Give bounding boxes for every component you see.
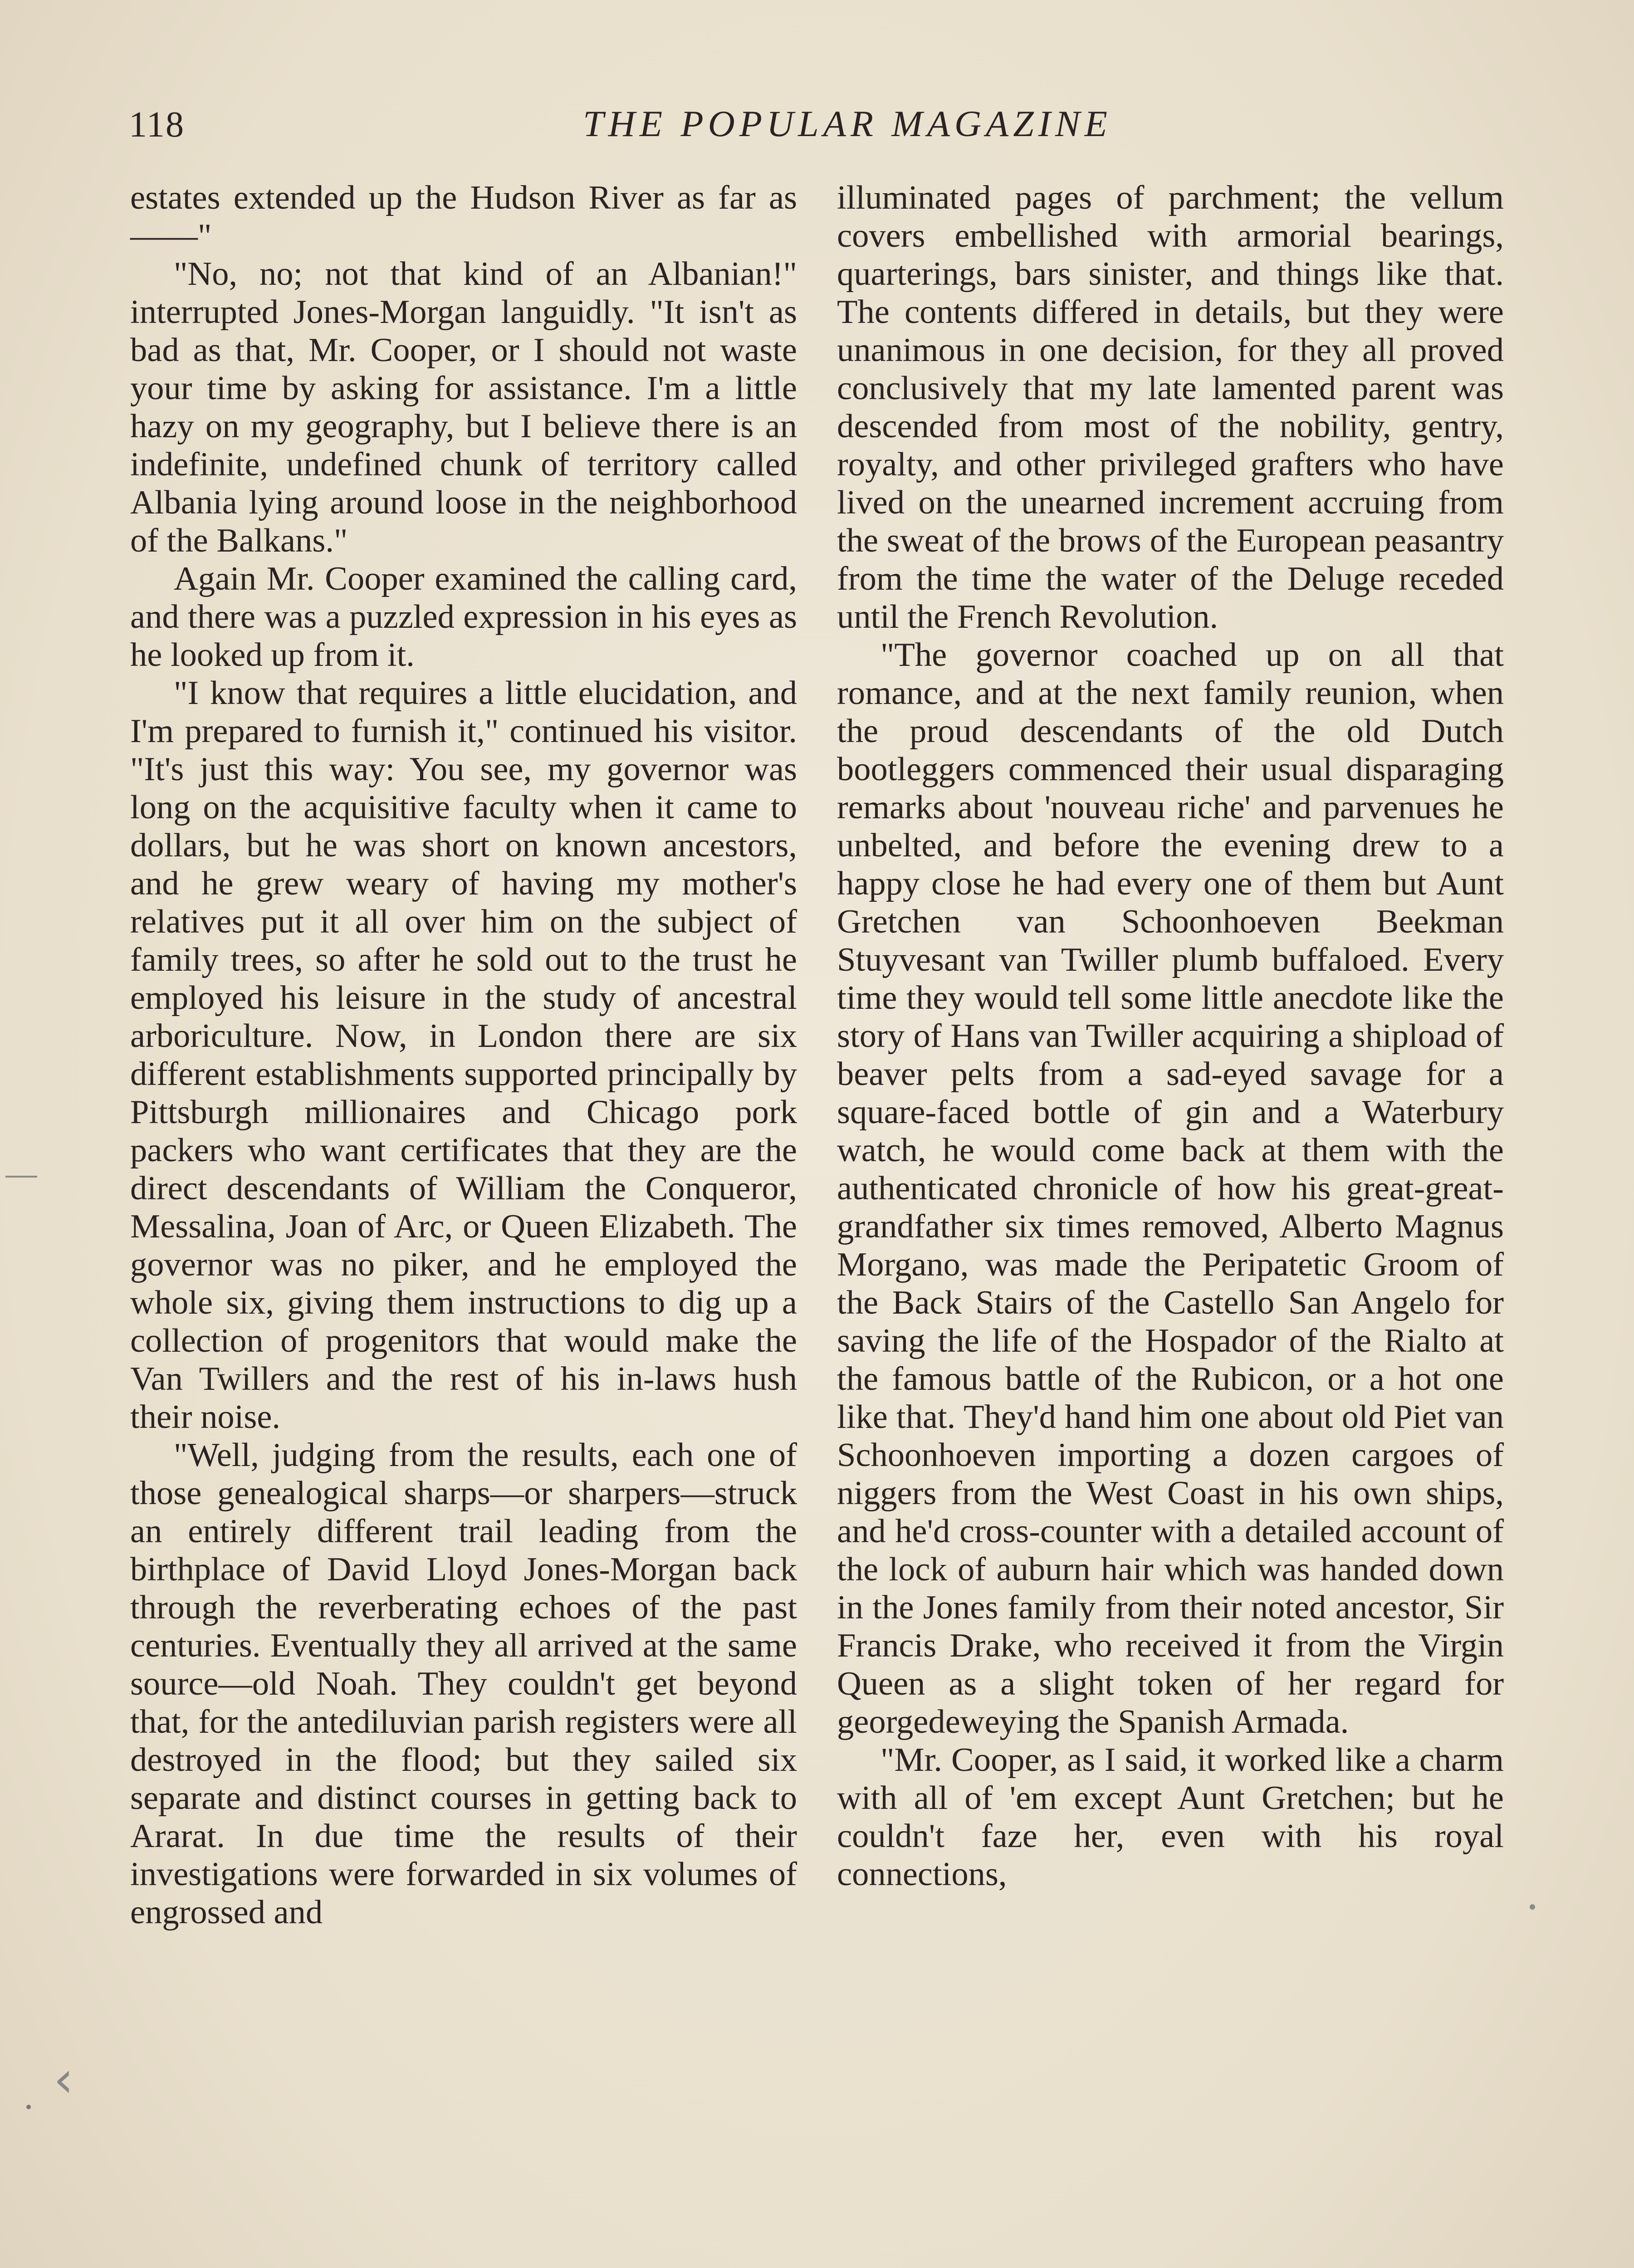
page-header bbox=[122, 99, 1519, 149]
paragraph: estates extended up the Hudson River as far as——" bbox=[130, 179, 797, 254]
page-number: 118 bbox=[129, 105, 185, 145]
paragraph: "Mr. Cooper, as I said, it worked like a charm with all of 'em except Aunt Gretchen; but he couldn't faze her, even with his royal connections, bbox=[837, 1741, 1504, 1893]
margin-dot-mark bbox=[1530, 1904, 1535, 1910]
margin-dash-mark bbox=[5, 1176, 37, 1178]
paragraph: "Well, judging from the results, each one of those genealogical sharps—or sharpers—struck an entirely different trail leading from the birthplace of David Lloyd Jones-Morgan back through the reverberating echoes of the past centuries. Eventually they all arrived at the same source—old Noah. They couldn't get beyond that, for the antediluvian parish registers were all destroyed in the flood; but they sailed six separate and distinct courses in getting back to Ararat. In due time the results of their investigations were forwarded in six volumes of engrossed and bbox=[130, 1437, 797, 1931]
paragraph: "No, no; not that kind of an Albanian!" interrupted Jones-Morgan languidly. "It isn't as bad as that, Mr. Cooper, or I should not waste your time by asking for assistance. I'm a little hazy on my geography, but I believe there is an indefinite, undefined chunk of territory called Albania lying around loose in the neighborhood of the Balkans." bbox=[130, 255, 797, 559]
left-column bbox=[130, 179, 797, 1931]
margin-bracket-mark: ‹ bbox=[54, 2050, 73, 2108]
paragraph: "The governor coached up on all that romance, and at the next family reunion, when the proud descendants of the old Dutch bootleggers commenced their usual disparaging remarks about 'nouveau riche' and parvenues he unbelted, and before the evening drew to a happy close he had every one of them but Aunt Gretchen van Schoonhoeven Beekman Stuyvesant van Twiller plumb buffaloed. Every time they would tell some little anecdote like the story of Hans van Twiller acquiring a shipload of beaver pelts from a sad-eyed savage for a square-faced bottle of gin and a Waterbury watch, he would come back at them with the authenticated chronicle of how his great-great-grandfather six times removed, Alberto Magnus Morgano, was made the Peripatetic Groom of the Back Stairs of the Castello San Angelo for saving the life of the Hospador of the Rialto at the famous battle of the Rubicon, or a hot one like that. They'd hand him one about old Piet van Schoonhoeven importing a dozen cargoes of niggers from the West Coast in his own ships, and he'd cross-counter with a detailed account of the lock of auburn hair which was handed down in the Jones family from their noted ancestor, Sir Francis Drake, who received it from the Virgin Queen as a slight token of her regard for georgedeweying the Spanish Armada. bbox=[837, 636, 1504, 1740]
right-column bbox=[837, 179, 1504, 1893]
paragraph: "I know that requires a little elucidation, and I'm prepared to furnish it," continued his visitor. "It's just this way: You see, my governor was long on the acquisitive faculty when it came to dollars, but he was short on known ancestors, and he grew weary of having my mother's relatives put it all over him on the subject of family trees, so after he sold out to the trust he employed his leisure in the study of ancestral arboriculture. Now, in London there are six different establishments supported principally by Pittsburgh millionaires and Chicago pork packers who want certificates that they are the direct descendants of William the Conqueror, Messalina, Joan of Arc, or Queen Elizabeth. The governor was no piker, and he employed the whole six, giving them instructions to dig up a collection of progenitors that would make the Van Twillers and the rest of his in-laws hush their noise. bbox=[130, 675, 797, 1436]
running-head: THE POPULAR MAGAZINE bbox=[583, 103, 1112, 144]
paragraph: Again Mr. Cooper examined the calling card, and there was a puzzled expression in his eyes as he looked up from it. bbox=[130, 560, 797, 674]
paragraph: illuminated pages of parchment; the vellum covers embellished with armorial bearings, quarterings, bars sinister, and things like that. The contents differed in details, but they were unanimous in one decision, for they all proved conclusively that my late lamented parent was descended from most of the nobility, gentry, royalty, and other privileged grafters who have lived on the unearned increment accruing from the sweat of the brows of the European peasantry from the time the water of the Deluge receded until the French Revolution. bbox=[837, 179, 1504, 635]
margin-dot-mark bbox=[26, 2105, 31, 2109]
